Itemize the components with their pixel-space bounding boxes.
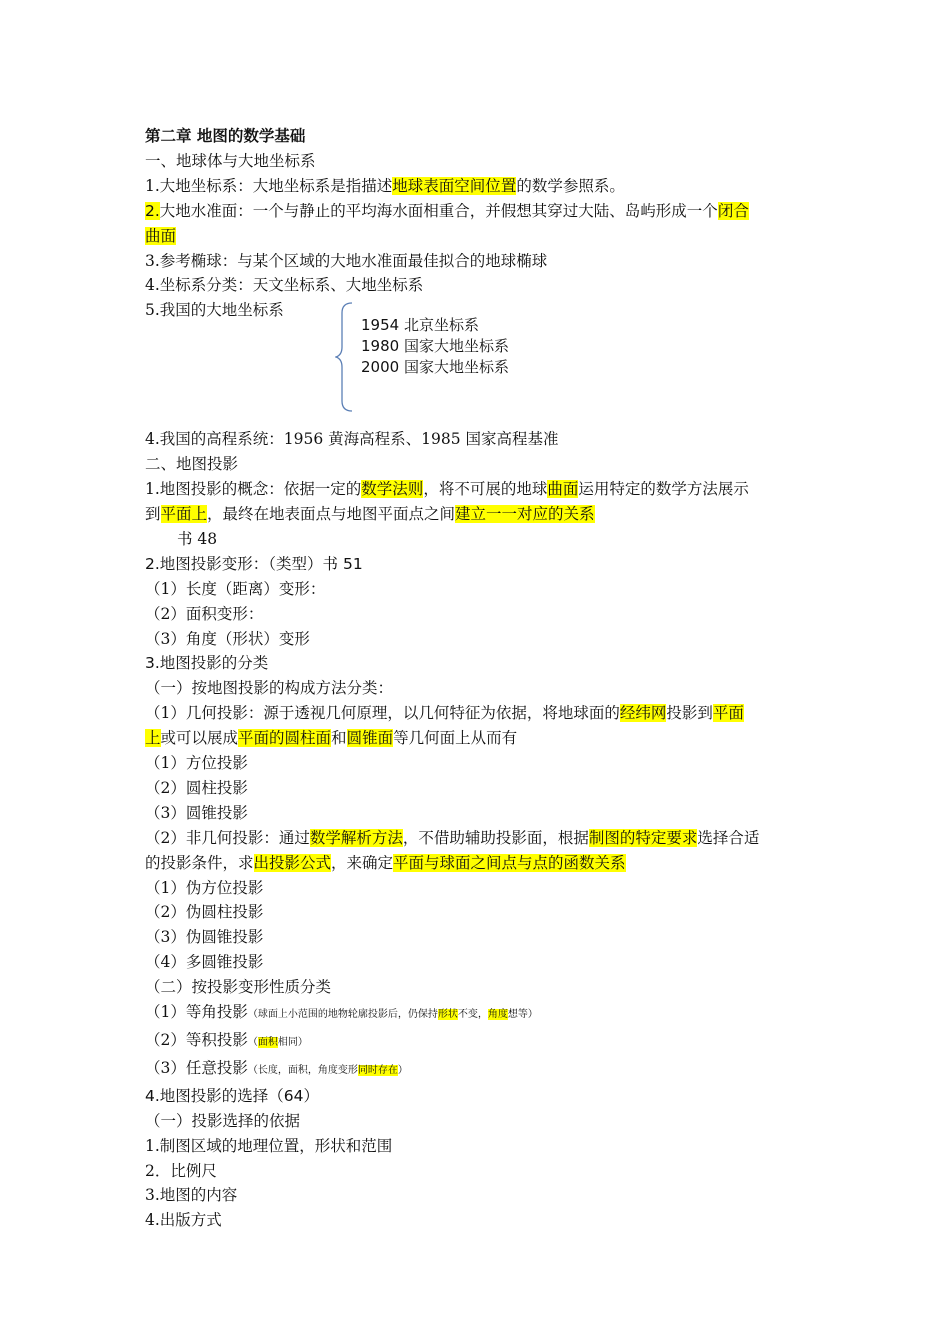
- highlighted-text: 平面: [712, 704, 744, 723]
- brace-item: 1980 国家大地坐标系: [361, 337, 509, 356]
- text: （2）等积投影: [145, 1031, 248, 1049]
- text: 到: [145, 504, 161, 523]
- text: 的数学参照系。: [516, 176, 625, 195]
- paragraph: 2.地图投影变形：（类型）书 51: [145, 554, 363, 573]
- highlighted-text: 闭合: [717, 201, 749, 220]
- brace-item: 2000 国家大地坐标系: [361, 358, 509, 377]
- text: 的投影条件，求: [145, 853, 254, 872]
- highlighted-text: 面积: [257, 1037, 278, 1048]
- paragraph-continuation: [145, 224, 815, 249]
- note-text: （球面上小范围的地物轮廓投影后，仍保持: [247, 1009, 438, 1021]
- text: 大地水准面：一个与静止的平均海水面相重合，并假想其穿过大陆、岛屿形成一个: [159, 201, 718, 220]
- paragraph-continuation: [145, 726, 815, 751]
- highlighted-text: 建立一一对应的关系: [455, 504, 595, 523]
- text: 等几何面上从而有: [393, 729, 518, 748]
- text: （2）非几何投影：通过: [145, 828, 310, 847]
- list-item: 3.地图的内容: [145, 1186, 238, 1205]
- list-item: （2）圆柱投影: [145, 778, 248, 797]
- list-item: [145, 1028, 815, 1056]
- paragraph: [145, 199, 815, 224]
- highlighted-text: 曲面: [145, 226, 177, 245]
- section-1-title: 一、地球体与大地坐标系: [145, 151, 316, 170]
- list-item: （4）多圆锥投影: [145, 953, 264, 972]
- note: [248, 1037, 308, 1048]
- highlighted-text: 经纬网: [619, 704, 667, 723]
- list-item: （3）角度（形状）变形: [145, 629, 310, 648]
- subheading: （一）投影选择的依据: [145, 1111, 301, 1130]
- paragraph: 5.我国的大地坐标系: [145, 301, 284, 320]
- text: 投影到: [666, 704, 713, 723]
- brace-items: [361, 315, 509, 378]
- list-item: （1）伪方位投影: [145, 878, 264, 897]
- highlighted-text: 数学法则: [361, 480, 424, 499]
- subheading: （二）按投影变形性质分类: [145, 978, 332, 997]
- list-item: （3）伪圆锥投影: [145, 928, 264, 947]
- list-item: （2）伪圆柱投影: [145, 903, 264, 922]
- note-text: 想等）: [507, 1009, 538, 1021]
- text: ，来确定: [331, 853, 394, 872]
- book-reference: 书 48: [177, 529, 218, 548]
- text: ，将不可展的地球: [423, 480, 548, 499]
- list-item: [145, 1000, 815, 1028]
- highlighted-text: 平面与球面之间点与点的函数关系: [393, 853, 626, 872]
- list-item: 2．比例尺: [145, 1161, 217, 1180]
- text: 和: [331, 729, 347, 748]
- highlighted-text: 出投影公式: [253, 853, 332, 872]
- highlighted-text: 形状: [437, 1009, 458, 1021]
- highlighted-text: 上: [145, 729, 161, 748]
- highlighted-text: 地球表面空间位置: [392, 176, 517, 195]
- list-item: 1.制图区域的地理位置，形状和范围: [145, 1136, 393, 1155]
- list-item: （1）方位投影: [145, 754, 248, 773]
- paragraph: 4.我国的高程系统：1956 黄海高程系、1985 国家高程基准: [145, 430, 559, 449]
- paragraph: 3.参考椭球：与某个区域的大地水准面最佳拟合的地球椭球: [145, 251, 548, 270]
- note-text: 相同）: [277, 1037, 308, 1048]
- note: [248, 1065, 408, 1076]
- brace-item: 1954 北京坐标系: [361, 316, 479, 335]
- highlighted-text: 平面上: [160, 504, 208, 523]
- note-text: （: [247, 1037, 258, 1048]
- coordinate-system-brace-group: [145, 316, 815, 427]
- paragraph: [145, 701, 815, 726]
- text: 1.大地坐标系：大地坐标系是指描述: [145, 176, 393, 195]
- paragraph: 3.地图投影的分类: [145, 654, 269, 673]
- highlighted-text: 平面的圆柱面: [238, 729, 332, 748]
- paragraph: 4.地图投影的选择（64）: [145, 1086, 320, 1105]
- note-text: （长度，面积，角度变形: [247, 1064, 358, 1076]
- highlighted-text: 2.: [145, 201, 160, 220]
- paragraph: [145, 174, 815, 199]
- highlighted-text: 圆锥面: [346, 729, 394, 748]
- list-item: （3）圆锥投影: [145, 803, 248, 822]
- text: 运用特定的数学方法展示: [578, 480, 749, 499]
- paragraph-continuation: [145, 851, 815, 876]
- highlighted-text: 角度: [487, 1009, 508, 1021]
- highlighted-text: 曲面: [547, 480, 579, 499]
- paragraph: [145, 477, 815, 502]
- note-text: 不变，: [457, 1009, 488, 1021]
- note-text: ）: [397, 1064, 408, 1076]
- chapter-title: 第二章 地图的数学基础: [145, 127, 306, 145]
- text: （1）几何投影：源于透视几何原理，以几何特征为依据，将地球面的: [145, 704, 620, 723]
- brace-icon: [335, 301, 355, 413]
- text: ，不借助辅助投影面，根据: [402, 828, 589, 847]
- section-2-title: 二、地图投影: [145, 455, 239, 474]
- paragraph-continuation: [145, 502, 815, 527]
- list-item: [145, 1056, 815, 1084]
- subheading: （一）按地图投影的构成方法分类：: [145, 679, 394, 698]
- list-item: （2）面积变形：: [145, 604, 264, 623]
- note: [248, 1009, 538, 1020]
- highlighted-text: 数学解析方法: [309, 828, 403, 847]
- highlighted-text: 同时存在: [357, 1064, 398, 1076]
- text: ，最终在地表面点与地图平面点之间: [207, 504, 456, 523]
- highlighted-text: 制图的特定要求: [588, 828, 698, 847]
- document-page: [145, 124, 815, 1233]
- text: 1.地图投影的概念：依据一定的: [145, 480, 362, 499]
- list-item: （1）长度（距离）变形：: [145, 579, 326, 598]
- text: 或可以展成: [160, 729, 239, 748]
- paragraph: [145, 826, 815, 851]
- paragraph: 4.坐标系分类：天文坐标系、大地坐标系: [145, 276, 424, 295]
- text: 选择合适: [697, 828, 760, 847]
- list-item: 4.出版方式: [145, 1211, 222, 1230]
- text: （3）任意投影: [145, 1058, 248, 1077]
- text: （1）等角投影: [145, 1003, 248, 1022]
